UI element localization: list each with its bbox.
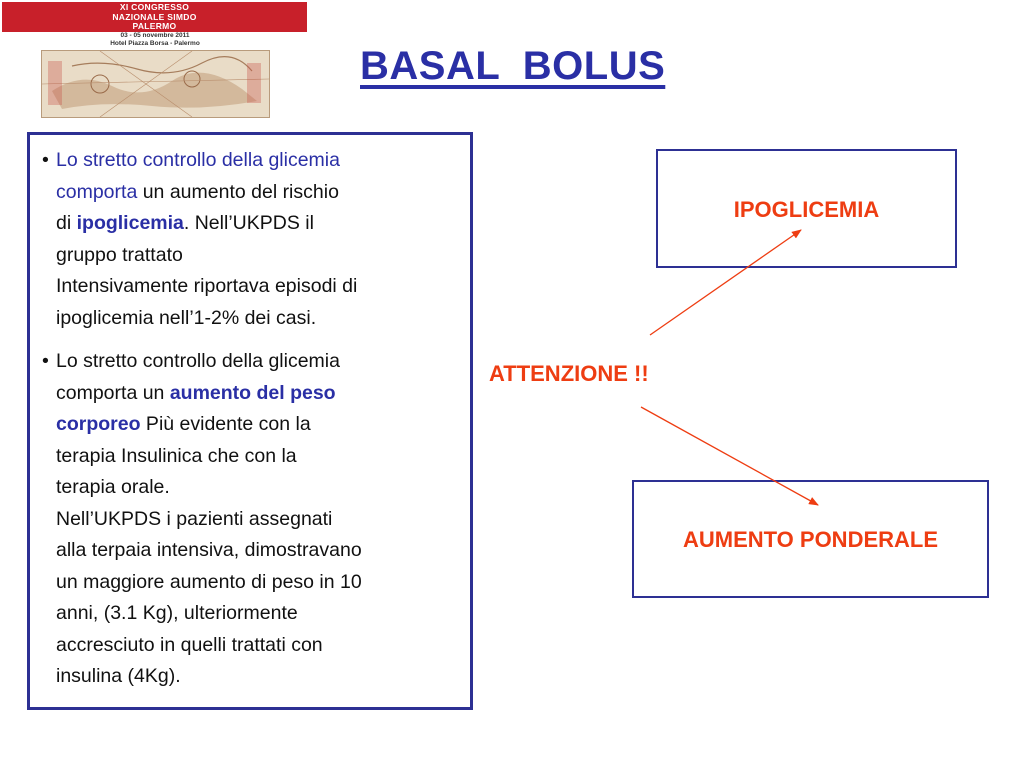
text-line: terapia Insulinica che con la bbox=[56, 444, 297, 467]
text-line: Nell’UKPDS i pazienti assegnati bbox=[56, 507, 333, 530]
text-line: terapia orale. bbox=[56, 476, 170, 498]
text-fragment: un aumento del rischio bbox=[137, 180, 339, 203]
logo-line-2: NAZIONALE SIMDO bbox=[112, 11, 197, 22]
emphasis-aumento-peso: aumento del peso bbox=[169, 381, 336, 404]
aumento-ponderale-label: AUMENTO PONDERALE bbox=[682, 527, 939, 552]
bullet-dot: • bbox=[42, 149, 49, 171]
attention-label: ATTENZIONE !! bbox=[489, 361, 649, 386]
text-line: accresciuto in quelli trattati con bbox=[56, 633, 323, 656]
logo-line-1: XI CONGRESSO bbox=[119, 2, 190, 12]
logo-venue: Hotel Piazza Borsa - Palermo bbox=[110, 39, 200, 47]
emphasis-corporeo: corporeo bbox=[56, 413, 141, 435]
logo-line-3: PALERMO bbox=[132, 21, 177, 31]
text-line: alla terpaia intensiva, dimostravano bbox=[56, 539, 362, 561]
text-fragment: comporta bbox=[56, 180, 138, 203]
text-line: gruppo trattato bbox=[56, 243, 183, 266]
text-line: ipoglicemia nell’1-2% dei casi. bbox=[56, 306, 317, 329]
text-fragment: Più evidente con la bbox=[140, 413, 311, 435]
text-fragment: comporta un bbox=[56, 381, 170, 404]
text-line: Lo stretto controllo della glicemia bbox=[56, 350, 340, 372]
text-fragment: . Nell’UKPDS il bbox=[183, 212, 314, 234]
text-line: Lo stretto controllo della glicemia bbox=[56, 149, 340, 171]
text-line: insulina (4Kg). bbox=[56, 665, 181, 687]
arrow-to-aumento-ponderale bbox=[641, 407, 818, 505]
text-line: un maggiore aumento di peso in 10 bbox=[56, 570, 362, 593]
emphasis-ipoglicemia: ipoglicemia bbox=[76, 212, 184, 234]
page-title: BASAL BOLUS bbox=[360, 44, 666, 88]
ipoglicemia-label: IPOGLICEMIA bbox=[733, 197, 880, 222]
text-fragment: di bbox=[56, 212, 77, 234]
bullet-dot: • bbox=[42, 350, 49, 372]
text-line: Intensivamente riportava episodi di bbox=[56, 275, 358, 297]
arrow-to-ipoglicemia bbox=[650, 230, 801, 335]
logo-dates: 03 - 05 novembre 2011 bbox=[120, 32, 190, 39]
text-line: anni, (3.1 Kg), ulteriormente bbox=[56, 602, 298, 624]
